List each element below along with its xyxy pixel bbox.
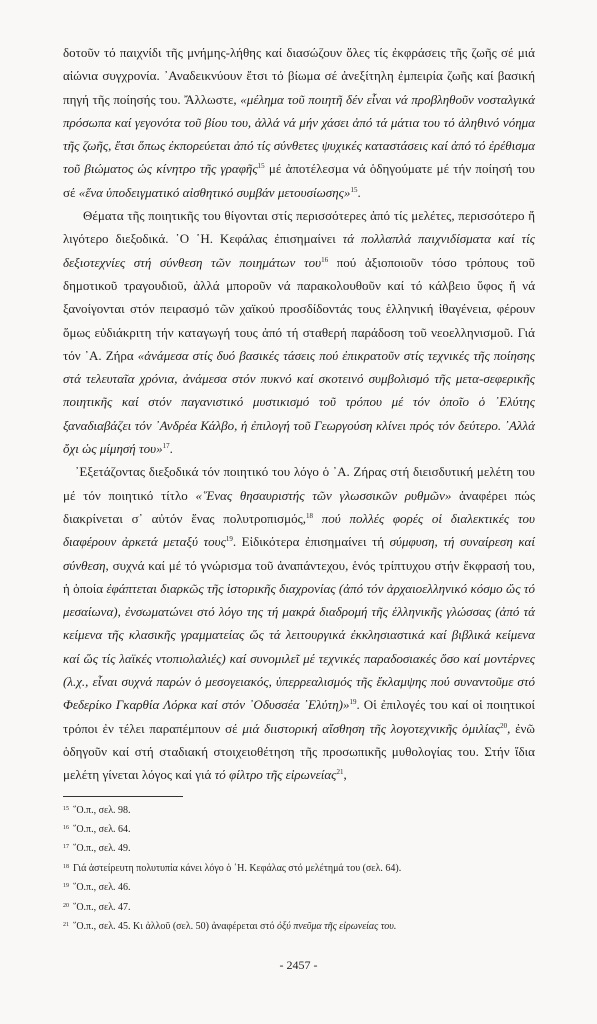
quoted-passage: «ἕνα ὑποδειγματικό αἰσθητικό συμβάν μετουσίωσης»	[78, 184, 351, 200]
footnote-number: 20	[63, 902, 69, 909]
text-run: πού ἀξιοποιοῦν τόσο τρόπους τοῦ δημοτικοῦ τραγουδιοῦ, ἀλλά μποροῦν νά παρακολουθοῦν καί τό κάλβειο ὕφος ἤ νά ξανοίγονται στόν πειρασμό τῶν χαϊκού προσδίδοντάς τους ἑλληνική ἰθαγένεια, φέρουν ὅμως εὐδιάκριτη τήν καταγωγή τους ἀπό τή σταθερή παράδοση τοῦ νεοελληνισμοῦ. Γιά τόν ᾿Α. Ζήρα	[63, 254, 535, 363]
footnotes	[63, 801, 535, 937]
footnote-number: 18	[63, 863, 69, 870]
quoted-passage: ἐφάπτεται διαρκῶς τῆς ἱστορικῆς διαχρονίας (ἀπό τόν ἀρχαιοελληνικό κόσμο ὥς τό μεσαίωνα), ἐνσωματώνει στό λόγο της τή μακρά διαδρομή τῆς ἑλληνικῆς γλώσσας (ἀπό τά κείμενα τῆς κλασικῆς γραμματείας ὥς τά λειτουργικά ἐκκλησιαστικά καί βιβλικά κείμενα καί ὥς τίς λαϊκές ντοπιολαλιές) καί συνομιλεῖ μέ τεχνικές παραδοσιακές ὅσο καί μοντέρνες (λ.χ., εἶναι συχνά παρών ὁ μεσογειακός, ὑπερρεαλισμός τῆς ἔκλαμψης πού συναντοῦμε στό Φεδερίκο Γκαρθία Λόρκα καί στόν ᾿Οδυσσέα ᾿Ελύτη)»	[63, 580, 536, 713]
text-run: .	[169, 441, 173, 457]
footnote-number: 19	[63, 883, 69, 890]
footnote-number: 16	[63, 824, 69, 831]
footnote-reference: 18	[305, 511, 313, 520]
footnote-21	[63, 917, 535, 936]
footnote-15	[63, 801, 535, 820]
footnote-quote: ὀξύ πνεῦμα τῆς εἰρωνείας του.	[276, 920, 397, 932]
footnote-20	[63, 898, 535, 917]
footnote-text: ῞Ο.π., σελ. 47.	[73, 901, 131, 913]
text-run: δοτοῦν τό παιχνίδι τῆς μνήμης-λήθης καί διασώζουν ὅλες τίς ἐκφράσεις τῆς ζωῆς σέ μιά αἰώνια συγχρονία. ᾿Αναδεικνύουν ἔτσι τό βίωμα σέ ἀνεξίτηλη ἐμπειρία ζωῆς καί βασική πηγή τῆς ποίησής του. Ἄλλωστε,	[63, 45, 535, 107]
text-run: ᾿Εξετάζοντας διεξοδικά τόν ποιητικό του λόγο ὁ ᾿Α. Ζήρας στή διεισδυτική μελέτη του μέ τόν ποιητικό τίτλο	[63, 464, 535, 503]
footnote-18	[63, 859, 535, 878]
text-run: . Οἱ ἐπιλογές του καί οἱ ποιητικοί τρόποι ἐν τέλει παραπέμπουν σέ	[63, 697, 535, 736]
footnote-reference: 15	[257, 162, 265, 171]
paragraph-1	[63, 41, 535, 204]
footnote-number: 15	[63, 805, 69, 812]
text-run: , συχνά καί μέ τό γνώρισμα τοῦ ἀναπάντεχου, ἑνός τρίπτυχου στήν ἔκφρασή του, ἡ ὁποία	[63, 557, 535, 596]
text-run: ,	[343, 767, 347, 783]
footnote-reference: 17	[162, 442, 170, 451]
text-run: μέ ἀποτέλεσμα νά ὁδηγούματε μέ τήν ποίησή του σέ	[63, 161, 535, 200]
quoted-passage: «μέλημα τοῦ ποιητῆ δέν εἶναι νά προβληθοῦν νοσταλγικά πρόσωπα καί γεγονότα τοῦ βίου του, ἀλλά νά μήν χάσει ἀπό τά μάτια του τό ἀληθινό νόημα τῆς ζωῆς, ἔτσι ὅπως ἐκπορεύεται ἀπό τίς σύνθετες ψυχικές καταστάσεις καί ἀπό τό ἐρέθισμα τοῦ βιώματος ὡς κίνητρο τῆς γραφῆς	[63, 91, 536, 177]
footnote-text: ῞Ο.π., σελ. 98.	[73, 804, 131, 816]
footnote-text: ῞Ο.π., σελ. 45. Κι ἀλλοῦ (σελ. 50) ἀναφέρεται στό	[73, 920, 277, 932]
quoted-passage: πού πολλές φορές οἱ διαλεκτικές του διαφέρουν ἀρκετά μεταξύ τους	[63, 510, 535, 550]
text-run: . Εἰδικότερα ἐπισημαίνει τή	[232, 534, 390, 550]
text-run: Θέματα τῆς ποιητικῆς του θίγονται στίς περισσότερες ἀπό τίς μελέτες, περισσότερο ἤ λιγότερο διεξοδικά. ῾Ο ῾Η. Κεφάλας ἐπισημαίνει	[63, 208, 535, 247]
quoted-passage: τό φίλτρο τῆς εἰρωνείας	[214, 767, 337, 783]
text-run: , ἐνῶ ὁδηγοῦν καί στή σταδιακή στοιχειοθέτηση τῆς προσωπικῆς μυθολογίας του. Στήν ἴδια μελέτη γίνεται λόγος καί γιά	[63, 720, 535, 783]
footnote-reference: 16	[321, 255, 329, 264]
footnote-reference: 21	[336, 768, 344, 777]
footnote-reference: 15	[350, 185, 358, 194]
text-run: ἀναφέρει πώς διακρίνεται σ᾿ αὐτόν ἕνας πολυτροπισμός,	[63, 487, 535, 526]
body-text	[63, 41, 535, 787]
footnote-16	[63, 820, 535, 839]
footnote-reference: 19	[225, 535, 233, 544]
quoted-passage: τά πολλαπλά παιχνιδίσματα καί τίς δεξιοτεχνίες στή σύνθεση τῶν ποιημάτων του	[63, 231, 535, 270]
footnote-text: ῞Ο.π., σελ. 64.	[73, 823, 131, 835]
paragraph-2	[63, 204, 535, 460]
quoted-passage: «῞Ενας θησαυριστής τῶν γλωσσικῶν ρυθμῶν»	[195, 487, 452, 503]
quoted-passage: «ἀνάμεσα στίς δυό βασικές τάσεις πού ἐπικρατοῦν στίς τεχνικές τῆς ποίησης στά τελευταῖα χρόνια, ἀνάμεσα στόν πυκνό καί σκοτεινό συμβολισμό τῆς μετα-σεφερικῆς ποιητικῆς καί στόν παγανιστικό μυστικισμό τοῦ τρόπου μέ τόν ὁποῖο ὁ ᾿Ελύτης ξαναδιαβάζει τόν ᾿Ανδρέα Κάλβο, ἡ ἐπιλογή τοῦ Γεωργούση κλίνει πρός τόν δεύτερο. ᾿Αλλά ὄχι ὡς μίμησή του»	[63, 347, 535, 457]
text-run	[313, 511, 322, 526]
footnote-text: ῞Ο.π., σελ. 49.	[73, 843, 131, 855]
footnote-number: 17	[63, 844, 69, 851]
footnote-text: ῞Ο.π., σελ. 46.	[73, 882, 131, 894]
footnote-19	[63, 878, 535, 897]
quoted-passage: μιά διιστορική αἴσθηση τῆς λογοτεχνικῆς ὁμιλίας	[242, 720, 501, 736]
footnote-separator	[63, 796, 183, 797]
quoted-passage: σύμφυση, τή συναίρεση καί σύνθεση	[63, 534, 535, 573]
footnote-text: Γιά ἀστείρευτη πολυτυπία κάνει λόγο ὁ ῾Η. Κεφάλας στό μελέτημά του (σελ. 64).	[73, 862, 402, 874]
footnote-number: 21	[63, 921, 69, 928]
page-number: - 2457 -	[279, 958, 318, 972]
paragraph-3	[63, 460, 535, 786]
footnote-17	[63, 839, 535, 858]
text-run: .	[357, 184, 361, 200]
footnote-reference: 20	[500, 721, 508, 730]
footnote-reference: 19	[349, 698, 357, 707]
